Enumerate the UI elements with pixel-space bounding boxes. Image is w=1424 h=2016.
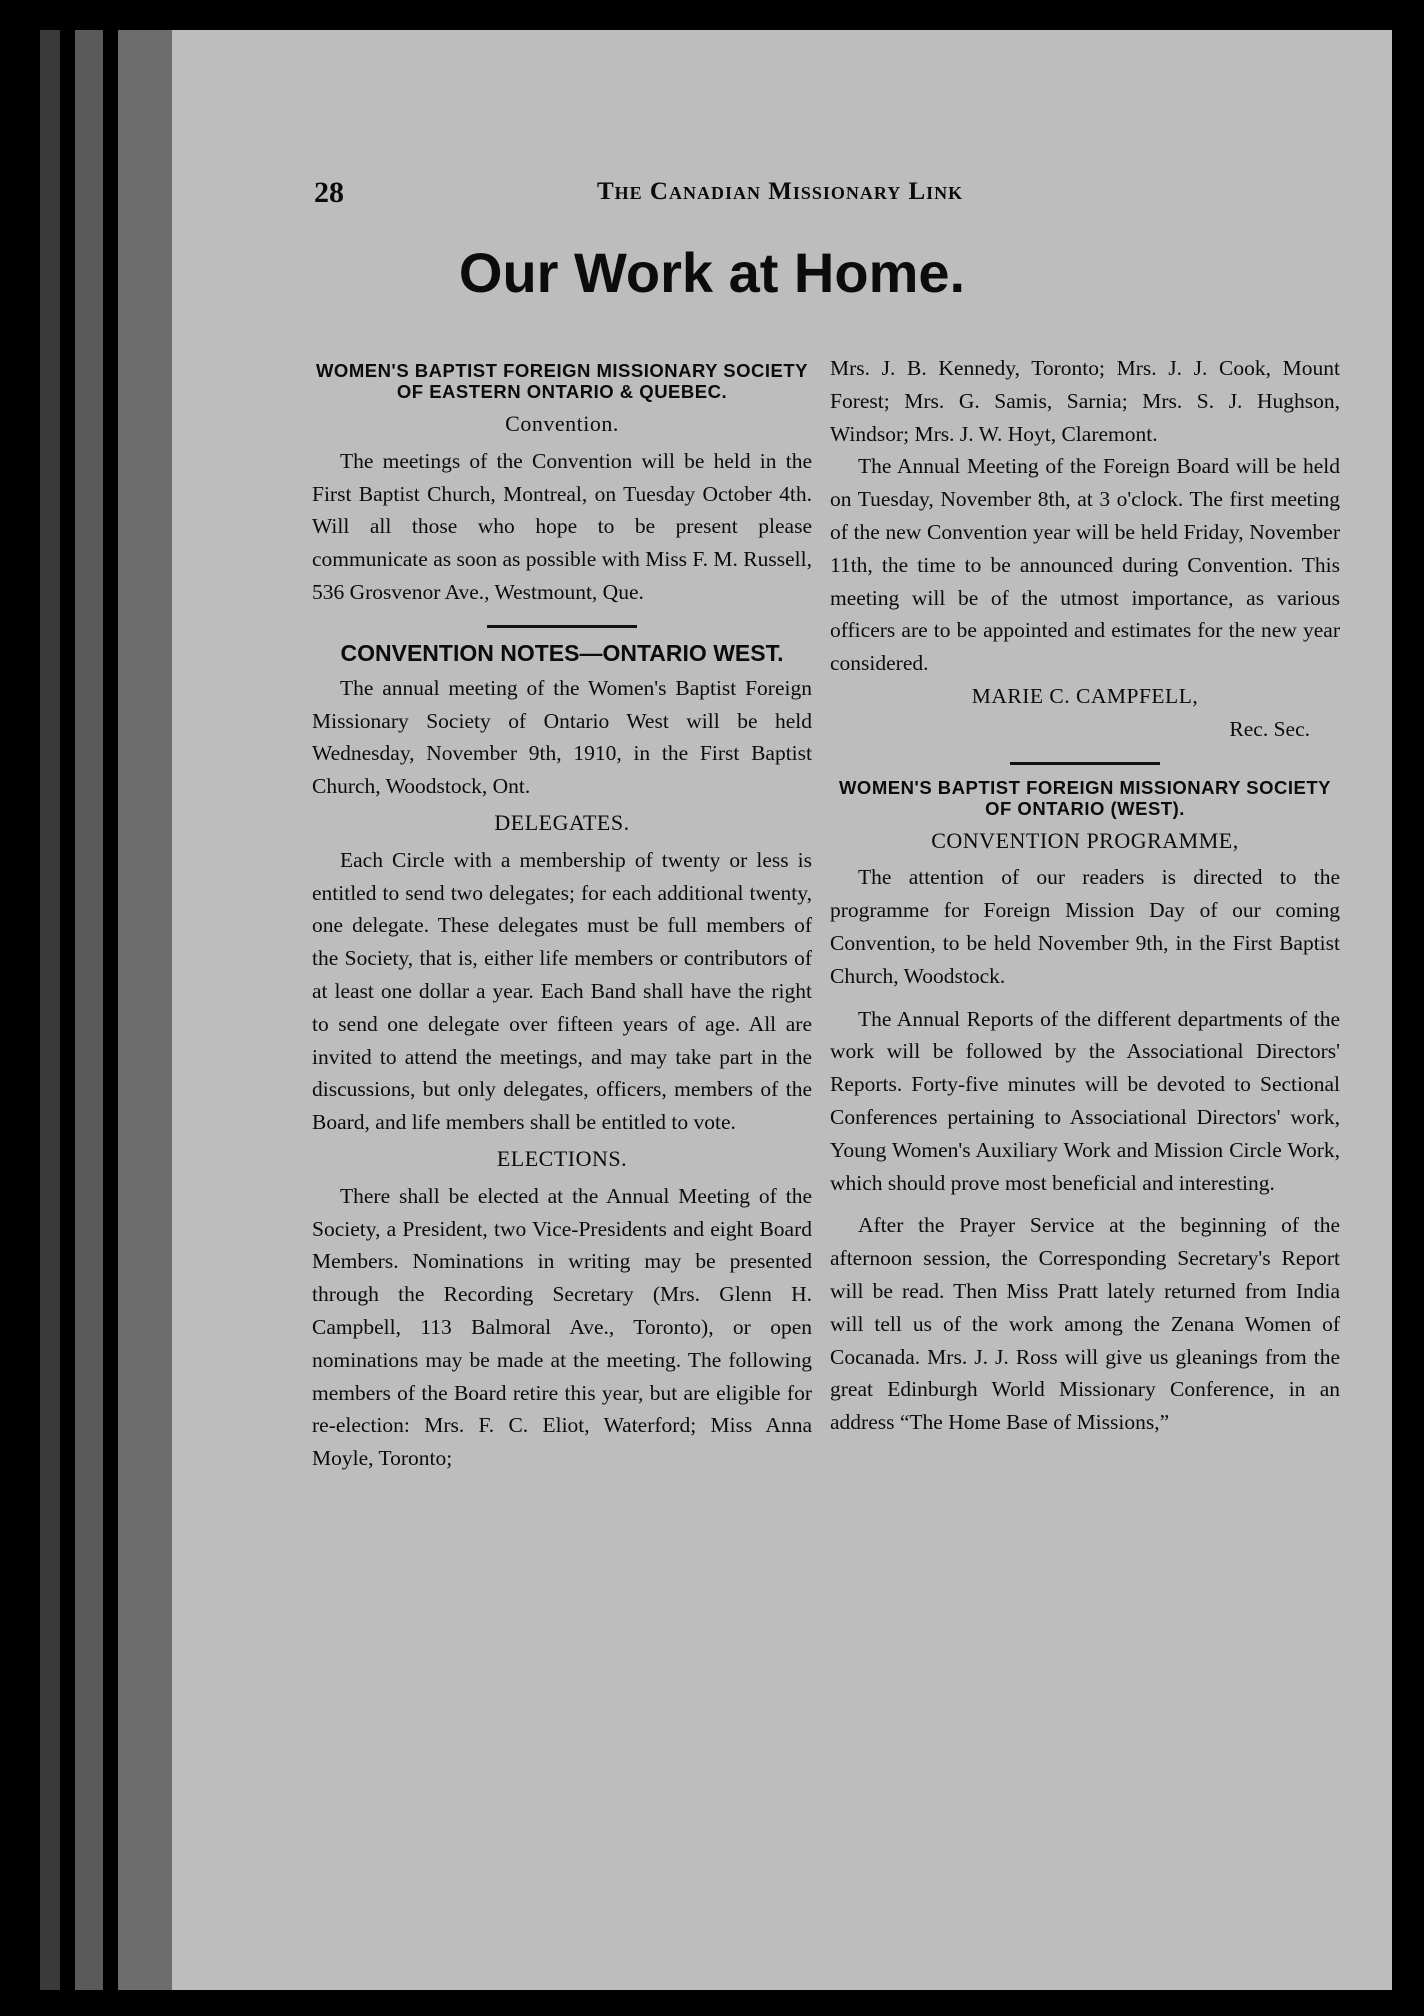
section-title: Our Work at Home. [458, 241, 966, 304]
divider [1010, 762, 1160, 765]
paragraph: The Annual Meeting of the Foreign Board will be held on Tuesday, November 8th, at 3 o'clock. The first meeting of the new Convention year will be held Friday, November 11th, the time to be announced during Convention. This meeting will be of the utmost importance, as various officers are to be appointed and estimates for the new year considered. [830, 454, 1340, 676]
divider [487, 625, 637, 628]
article-heading: WOMEN'S BAPTIST FOREIGN MISSIONARY SOCIETY OF ONTARIO (WEST). [838, 776, 1332, 819]
book-spine-edge [40, 30, 60, 1990]
book-page-edges [75, 30, 103, 1990]
article-heading: CONVENTION NOTES—ONTARIO WEST. [340, 639, 784, 666]
subsection-heading: DELEGATES. [494, 809, 630, 835]
left-column [312, 352, 812, 1475]
article-subheading: Convention. [505, 411, 619, 436]
signature-role: Rec. Sec. [1229, 716, 1310, 741]
signature-name: MARIE C. CAMPFELL, [971, 683, 1199, 708]
magazine-page [172, 30, 1392, 1990]
paragraph: The attention of our readers is directed to the programme for Foreign Mission Day of our coming Convention, to be held November 9th, in the First Baptist Church, Woodstock. [830, 865, 1340, 988]
paragraph: The Annual Reports of the different departments of the work will be followed by the Associational Directors' Reports. Forty-five minutes will be devoted to Sectional Conferences pertaining to Associational Directors' work, Young Women's Auxiliary Work and Mission Circle Work, which should prove most beneficial and interesting. [830, 1006, 1340, 1195]
paragraph: There shall be elected at the Annual Meeting of the Society, a President, two Vice-Presidents and eight Board Members. Nominations in writing may be presented through the Recording Secretary (Mrs. Glenn H. Campbell, 113 Balmoral Ave., Toronto), or open nominations may be made at the meeting. The following members of the Board retire this year, but are eligible for re-election: Mrs. F. C. Eliot, Waterford; Miss Anna Moyle, Toronto; [312, 1183, 812, 1471]
book-page-edges [118, 30, 178, 1990]
paragraph: After the Prayer Service at the beginning of the afternoon session, the Corresponding Secretary's Report will be read. Then Miss Pratt lately returned from India will tell us of the work among the Zenana Women of Cocanada. Mrs. J. J. Ross will give us gleanings from the great Edinburgh World Missionary Conference, in an address “The Home Base of Missions,” [830, 1213, 1340, 1435]
running-header [172, 176, 1392, 212]
article-heading: WOMEN'S BAPTIST FOREIGN MISSIONARY SOCIETY OF EASTERN ONTARIO & QUEBEC. [315, 360, 809, 402]
subsection-heading: CONVENTION PROGRAMME, [931, 827, 1239, 853]
right-column [830, 352, 1340, 1439]
paragraph: The meetings of the Convention will be held in the First Baptist Church, Montreal, on Tuesday October 4th. Will all those who hope to be present please communicate as soon as possible with Miss F. M. Russell, 536 Grosvenor Ave., Westmount, Que. [312, 448, 812, 604]
journal-title: The Canadian Missionary Link [597, 178, 964, 205]
paragraph: The annual meeting of the Women's Baptist Foreign Missionary Society of Ontario West will be held Wednesday, November 9th, 1910, in the First Baptist Church, Woodstock, Ont. [312, 675, 812, 799]
paragraph: Mrs. J. B. Kennedy, Toronto; Mrs. J. J. Cook, Mount Forest; Mrs. G. Samis, Sarnia; Mrs. S. J. Hughson, Windsor; Mrs. J. W. Hoyt, Claremont. [830, 356, 1340, 446]
subsection-heading: ELECTIONS. [496, 1145, 628, 1171]
page-number: 28 [314, 176, 344, 209]
paragraph: Each Circle with a membership of twenty or less is entitled to send two delegates; for each additional twenty, one delegate. These delegates must be full members of the Society, that is, either life members or contributors of at least one dollar a year. Each Band shall have the right to send one delegate over fifteen years of age. All are invited to attend the meetings, and may take part in the discussions, but only delegates, officers, members of the Board, and life members shall be entitled to vote. [312, 847, 812, 1135]
